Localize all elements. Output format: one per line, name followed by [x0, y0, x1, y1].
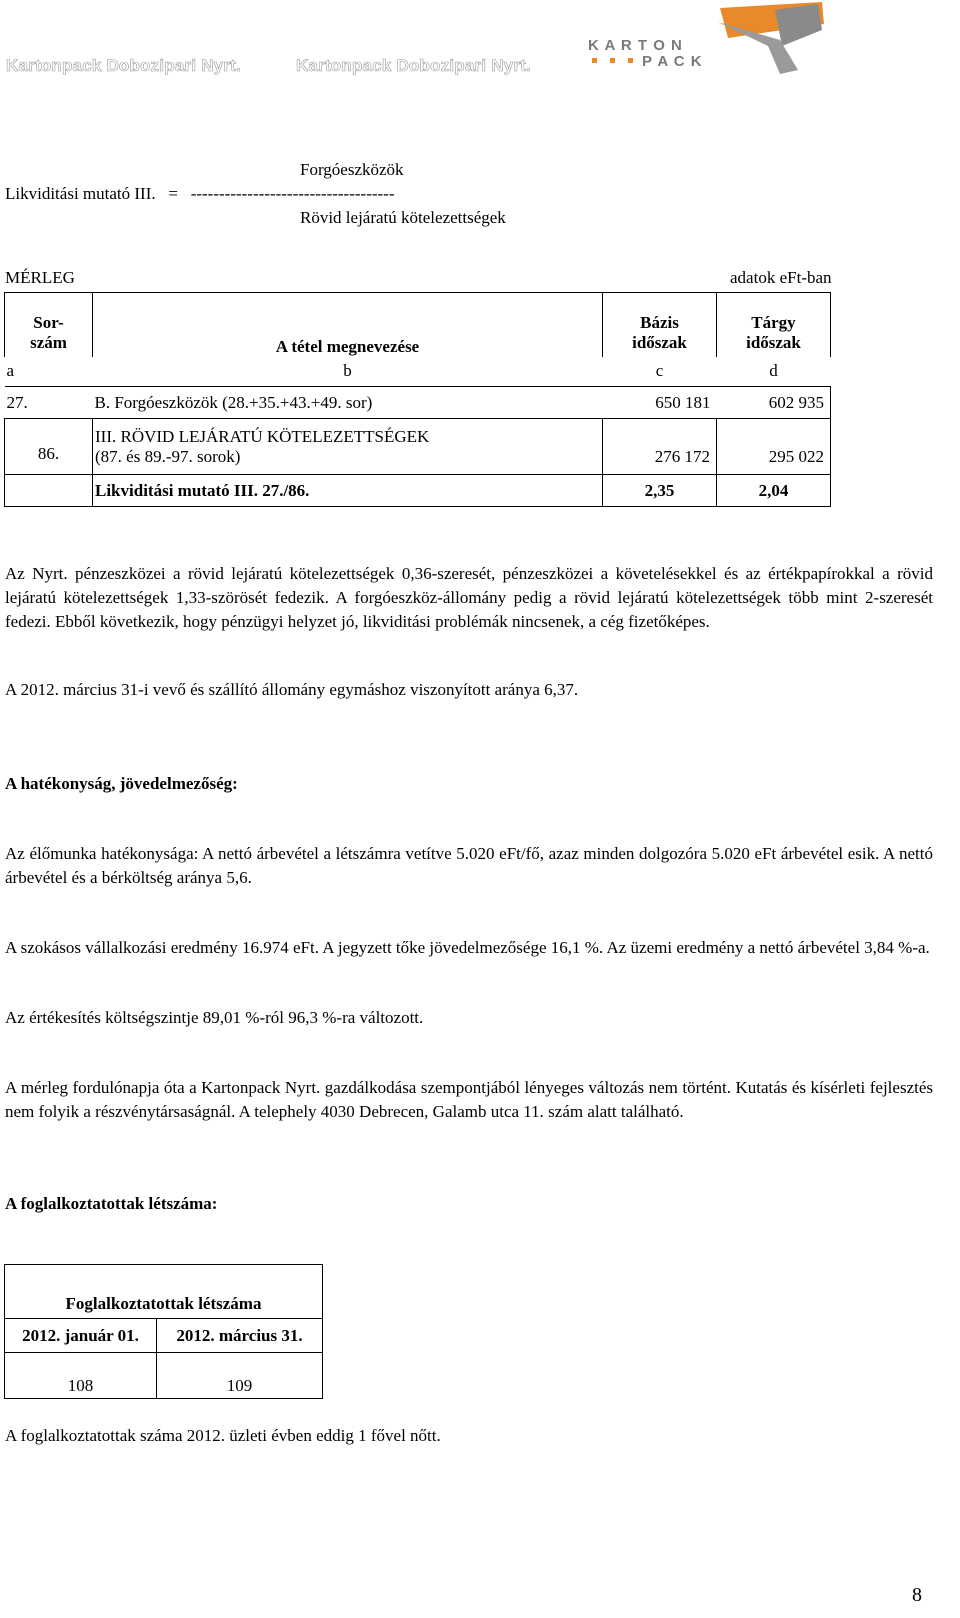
table-row: [5, 475, 831, 507]
header-company-name: Kartonpack Dobozipari Nyrt.: [6, 56, 241, 75]
employees-col-mar: 2012. március 31.: [157, 1319, 323, 1353]
formula-denominator: Rövid lejáratú kötelezettségek: [300, 208, 506, 227]
employees-table-title: Foglalkoztatottak létszáma: [5, 1265, 323, 1319]
receivables-paragraph: A 2012. március 31-i vevő és szállító állomány egymáshoz viszonyított aránya 6,37.: [5, 680, 579, 699]
balance-unit: adatok eFt-ban: [730, 268, 832, 287]
letter-c: c: [655, 361, 664, 381]
employees-title-row: [5, 1265, 323, 1319]
employees-heading: A foglalkoztatottak létszáma:: [5, 1194, 218, 1213]
header-target-line1: Tárgy: [751, 312, 796, 332]
row86-target: 295 022: [717, 419, 831, 475]
logo-dot-1: [592, 58, 597, 63]
efficiency-heading: A hatékonyság, jövedelmezőség:: [5, 774, 238, 793]
header-base-line2: időszak: [632, 332, 687, 352]
logo-text-pack: P A C K: [642, 53, 703, 70]
ratio-num: [5, 475, 93, 507]
liquidity-paragraph: Az Nyrt. pénzeszközei a rövid lejáratú kötelezettségek 0,36-szeresét, pénzeszközei a követelésekkel és az értékpapírokkal a rövid lejáratú kötelezettségek 1,33-szörösét fedezik. A forgóeszköz-állomány pedig a rövid lejáratú kötelezettségek több mint 2-szeresét fedezi. Ebből következik, hogy pénzügyi helyzet jó, likviditási problémák nincsenek, a cég fizetőképes.: [5, 564, 933, 631]
cost-paragraph: Az értékesítés költségszintje 89,01 %-ról 96,3 %-ra változott.: [5, 1008, 424, 1027]
formula-numerator: Forgóeszközök: [300, 160, 404, 179]
row86-num: 86.: [5, 419, 93, 475]
employees-value-mar: 109: [157, 1353, 323, 1399]
logo-dot-3: [628, 58, 633, 63]
employees-value-jan: 108: [5, 1353, 157, 1399]
logo-text-karton: K A R T O N: [588, 37, 683, 54]
row27-num: 27.: [5, 387, 93, 419]
header-item-name: A tétel megnevezése: [93, 293, 603, 357]
page-number: 8: [912, 1584, 922, 1606]
row27-base: 650 181: [603, 387, 717, 419]
efficiency-paragraph: Az élőmunka hatékonysága: A nettó árbevétel a létszámra vetítve 5.020 eFt/fő, azaz minden dolgozóra 5.020 eFt árbevétel esik. A nettó árbevétel és a bérköltség aránya 5,6.: [5, 844, 933, 887]
employees-col-jan: 2012. január 01.: [5, 1319, 157, 1353]
row86-name-line1: III. RÖVID LEJÁRATÚ KÖTELEZETTSÉGEK: [95, 426, 430, 446]
header-company-name-2: Kartonpack Dobozipari Nyrt.: [296, 56, 531, 75]
ratio-name: Likviditási mutató III. 27./86.: [93, 475, 603, 507]
logo-dot-2: [610, 58, 615, 63]
letter-d: d: [769, 361, 778, 381]
table-letter-row: [5, 357, 831, 387]
row27-target: 602 935: [717, 387, 831, 419]
employees-date-row: [5, 1319, 323, 1353]
profit-paragraph: A szokásos vállalkozási eredmény 16.974 eFt. A jegyzett tőke jövedelmezősége 16,1 %. Az üzemi eredmény a nettó árbevétel 3,84 %-a.: [5, 938, 930, 957]
balance-title: MÉRLEG: [5, 268, 75, 287]
row86-name-line2: (87. és 89.-97. sorok): [95, 446, 241, 466]
employees-paragraph: A foglalkoztatottak száma 2012. üzleti évben eddig 1 fővel nőtt.: [5, 1426, 441, 1445]
row86-name: [93, 419, 603, 475]
employees-table: [4, 1264, 323, 1399]
events-paragraph: A mérleg fordulónapja óta a Kartonpack Nyrt. gazdálkodása szempontjából lényeges változás nem történt. Kutatás és kísérleti fejlesztés nem folyik a részvénytársaságnál. A telephely 4030 Debrecen, Galamb utca 11. szám alatt található.: [5, 1078, 933, 1121]
ratio-target: 2,04: [717, 475, 831, 507]
header-target-line2: időszak: [746, 332, 801, 352]
table-row: [5, 387, 831, 419]
table-row: [5, 419, 831, 475]
row27-name: B. Forgóeszközök (28.+35.+43.+49. sor): [93, 387, 603, 419]
balance-table: [4, 292, 831, 507]
header-sorszam-line1: Sor-: [33, 312, 64, 332]
header-base-period: [603, 293, 717, 357]
row86-base: 276 172: [603, 419, 717, 475]
table-header-row: [5, 293, 831, 357]
logo-grey-shape: [775, 4, 822, 46]
header-sorszam-line2: szám: [30, 332, 67, 352]
header-sorszam: [5, 293, 93, 357]
employees-value-row: [5, 1353, 323, 1399]
kartonpack-logo: [588, 0, 890, 80]
header-target-period: [717, 293, 831, 357]
letter-b: b: [343, 361, 352, 381]
header-base-line1: Bázis: [640, 312, 679, 332]
ratio-base: 2,35: [603, 475, 717, 507]
letter-a: a: [6, 361, 15, 381]
formula-name: Likviditási mutató III. = ------------------------------------: [5, 184, 395, 203]
